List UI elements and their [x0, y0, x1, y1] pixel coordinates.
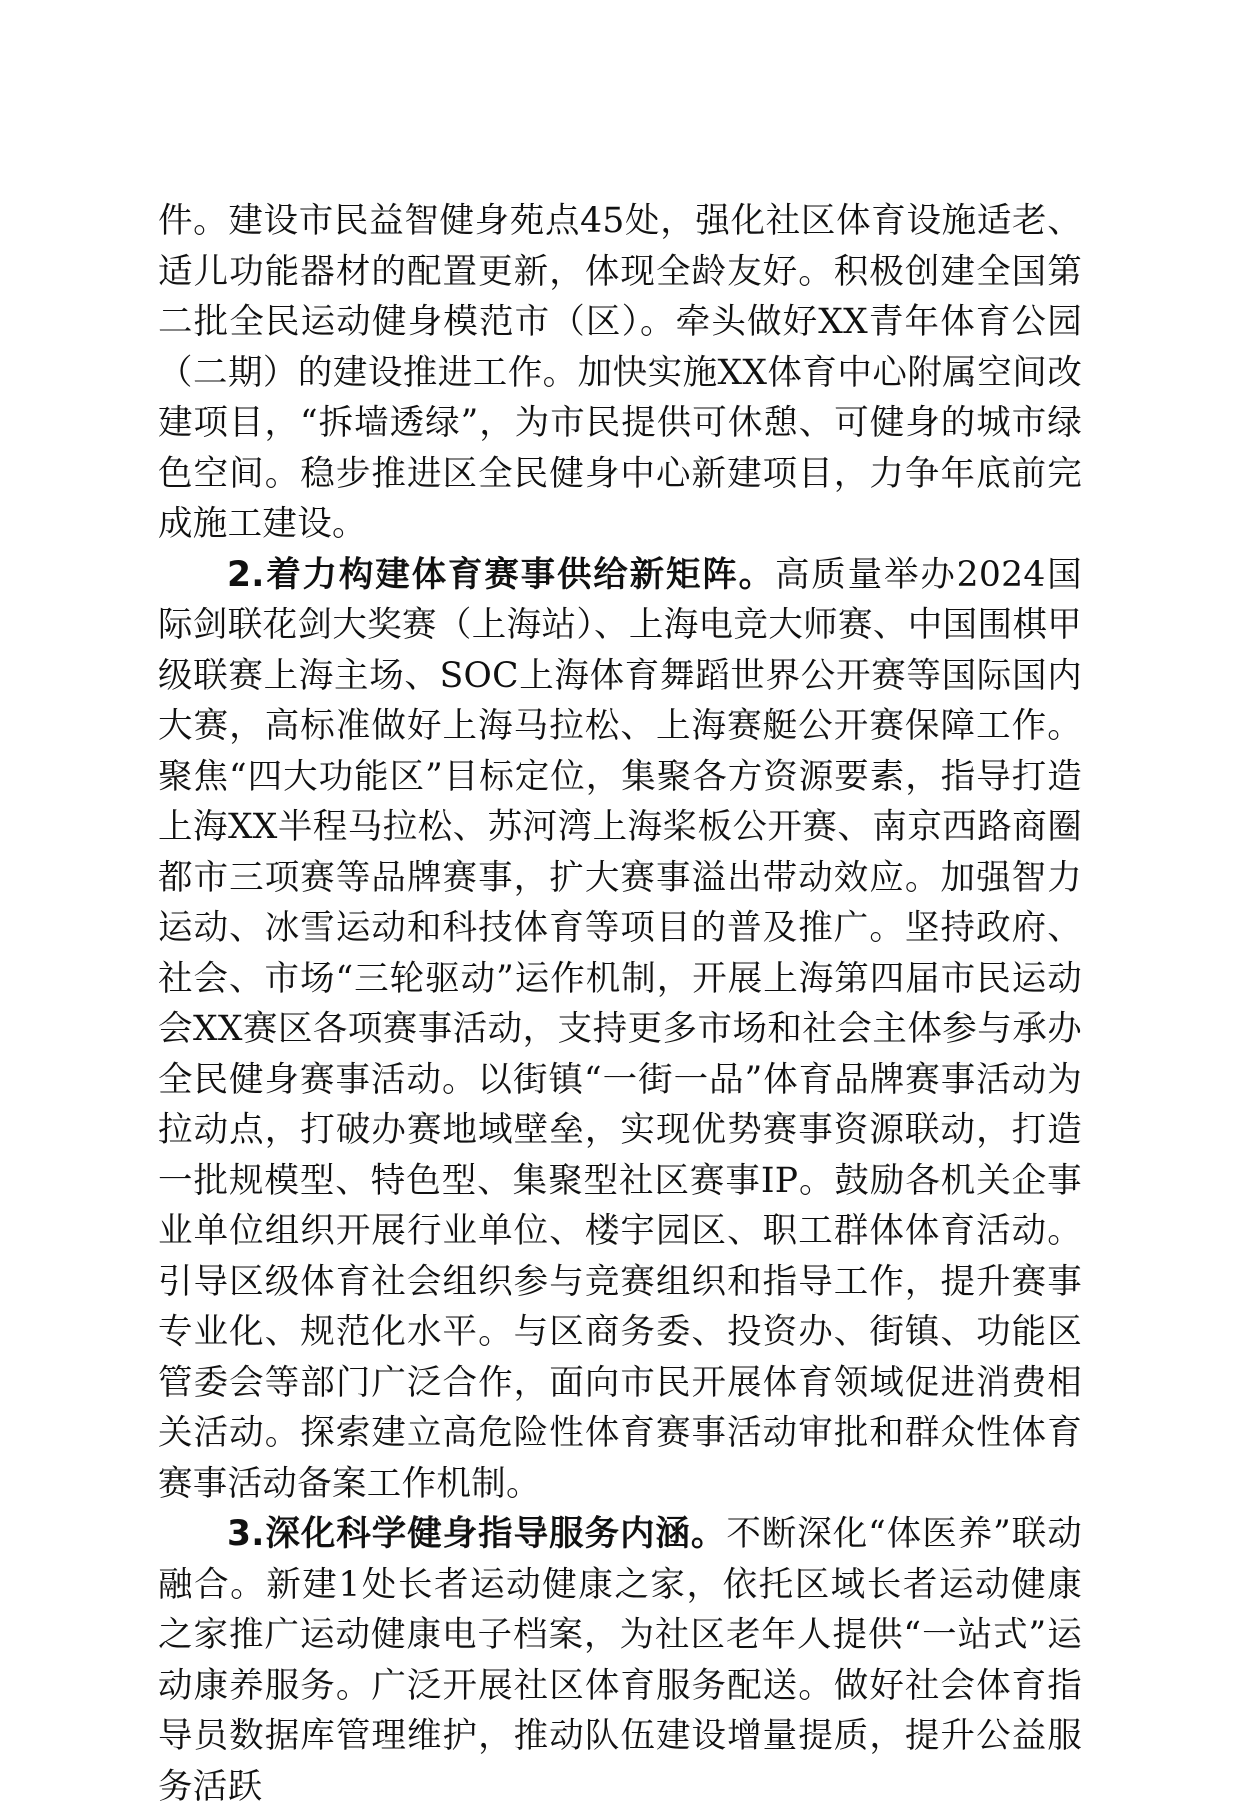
paragraph-2-text: 高质量举办2024国际剑联花剑大奖赛（上海站）、上海电竞大师赛、中国围棋甲级联赛上海主场、SOC上海体育舞蹈世界公开赛等国际国内大赛，高标准做好上海马拉松、上海赛艇公开赛保障工作。聚焦“四大功能区”目标定位，集聚各方资源要素，指导打造上海XX半程马拉松、苏河湾上海桨板公开赛、南京西路商圈都市三项赛等品牌赛事，扩大赛事溢出带动效应。加强智力运动、冰雪运动和科技体育等项目的普及推广。坚持政府、社会、市场“三轮驱动”运作机制，开展上海第四届市民运动会XX赛区各项赛事活动，支持更多市场和社会主体参与承办全民健身赛事活动。以街镇“一街一品”体育品牌赛事活动为拉动点，打破办赛地域壁垒，实现优势赛事资源联动，打造一批规模型、特色型、集聚型社区赛事IP。鼓励各机关企事业单位组织开展行业单位、楼宇园区、职工群体体育活动。引导区级体育社会组织参与竞赛组织和指导工作，提升赛事专业化、规范化水平。与区商务委、投资办、街镇、功能区管委会等部门广泛合作，面向市民开展体育领域促进消费相关活动。探索建立高危险性体育赛事活动审批和群众性体育赛事活动备案工作机制。	[158, 554, 1082, 1504]
paragraph-2	[158, 550, 1082, 1510]
paragraph-1	[158, 196, 1082, 550]
document-body	[158, 196, 1082, 1812]
paragraph-2-heading: 2.着力构建体育赛事供给新矩阵。	[227, 554, 775, 595]
paragraph-3	[158, 1509, 1082, 1812]
paragraph-3-text: 不断深化“体医养”联动融合。新建1处长者运动健康之家，依托区域长者运动健康之家推广运动健康电子档案，为社区老年人提供“一站式”运动康养服务。广泛开展社区体育服务配送。做好社会体育指导员数据库管理维护，推动队伍建设增量提质，提升公益服务活跃	[158, 1514, 1083, 1807]
paragraph-1-text: 件。建设市民益智健身苑点45处，强化社区体育设施适老、适儿功能器材的配置更新，体现全龄友好。积极创建全国第二批全民运动健身模范市（区）。牵头做好XX青年体育公园（二期）的建设推进工作。加快实施XX体育中心附属空间改建项目，“拆墙透绿”，为市民提供可休憩、可健身的城市绿色空间。稳步推进区全民健身中心新建项目，力争年底前完成施工建设。	[158, 201, 1082, 544]
paragraph-3-heading: 3.深化科学健身指导服务内涵。	[227, 1514, 727, 1554]
